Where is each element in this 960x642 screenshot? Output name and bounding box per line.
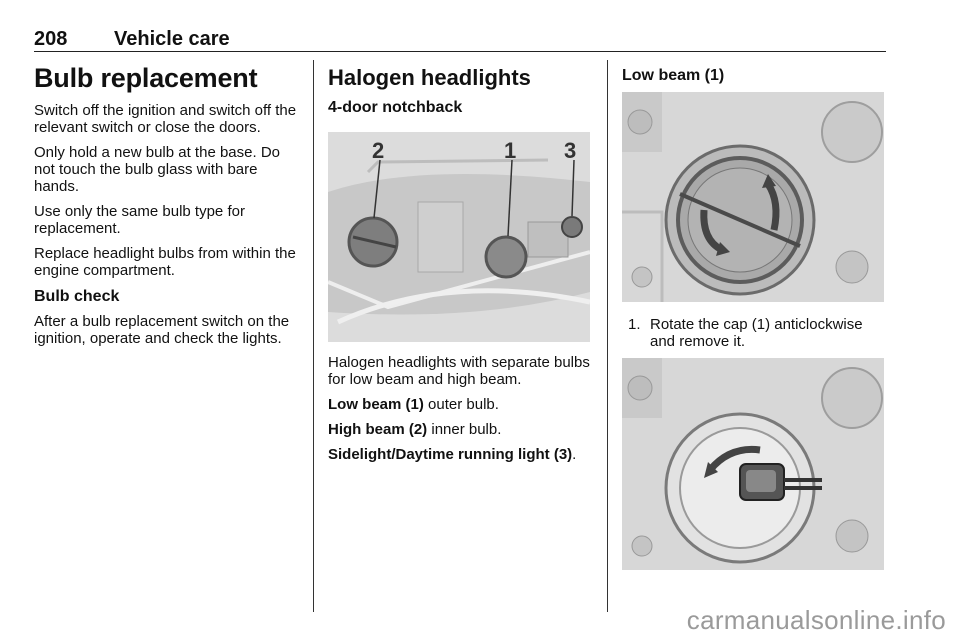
paragraph: Replace headlight bulbs from within the engine compartment. bbox=[34, 245, 296, 279]
bulb-item-sidelight: Sidelight/Daytime running light (3). bbox=[328, 446, 577, 463]
callout-label: 2 bbox=[372, 138, 385, 163]
subheading-low-beam: Low beam (1) bbox=[622, 67, 725, 84]
bulb-item-high-beam: High beam (2) inner bulb. bbox=[328, 421, 502, 438]
section-title-halogen-headlights: Halogen headlights bbox=[328, 65, 531, 90]
bulb-removal-illustration bbox=[622, 358, 884, 570]
page-number: 208 bbox=[34, 28, 68, 50]
low-beam-cap bbox=[486, 237, 526, 277]
callout-label: 3 bbox=[564, 138, 577, 163]
column-divider bbox=[313, 60, 314, 612]
sidelight-socket bbox=[562, 217, 582, 237]
cap-rotation-illustration bbox=[622, 92, 884, 302]
section-title-bulb-replacement: Bulb replacement bbox=[34, 63, 258, 93]
paragraph: Switch off the ignition and switch off the relevant switch or close the doors. bbox=[34, 102, 297, 136]
paragraph: Use only the same bulb type for replacement. bbox=[34, 203, 245, 237]
column-low-beam bbox=[622, 60, 886, 570]
figure-caption: Halogen headlights with separate bulbs for low beam and high beam. bbox=[328, 354, 590, 388]
instruction-step: 1. Rotate the cap (1) anticlockwise and remove it. bbox=[628, 316, 863, 350]
subheading-bulb-check: Bulb check bbox=[34, 288, 120, 305]
headlight-overview-figure bbox=[328, 132, 590, 342]
bulb-item-low-beam: Low beam (1) outer bulb. bbox=[328, 396, 499, 413]
paragraph: Only hold a new bulb at the base. Do not touch the bulb glass with bare hands. bbox=[34, 144, 280, 195]
headlight-cap bbox=[666, 146, 814, 294]
page-header bbox=[34, 24, 886, 52]
instruction-steps bbox=[628, 316, 886, 350]
watermark: carmanualsonline.info bbox=[686, 605, 946, 635]
callout-label: 1 bbox=[504, 138, 517, 163]
subheading-4-door-notchback: 4-door notchback bbox=[328, 99, 463, 116]
paragraph: After a bulb replacement switch on the ignition, operate and check the lights. bbox=[34, 313, 290, 347]
column-bulb-replacement bbox=[34, 60, 300, 355]
cap-rotation-figure bbox=[622, 92, 884, 302]
headlight-overview-illustration bbox=[328, 132, 590, 342]
chapter-title: Vehicle care bbox=[114, 28, 230, 50]
high-beam-cap bbox=[349, 218, 397, 266]
column-divider bbox=[607, 60, 608, 612]
bulb-removal-figure bbox=[622, 358, 884, 570]
column-halogen-headlights bbox=[328, 60, 594, 471]
